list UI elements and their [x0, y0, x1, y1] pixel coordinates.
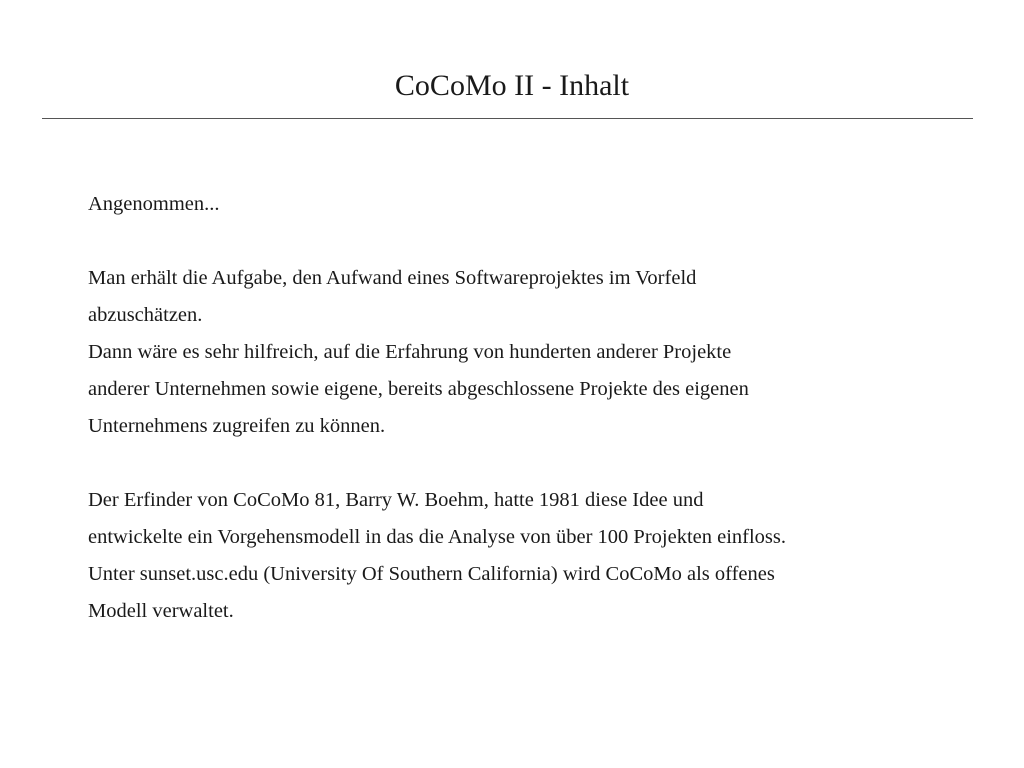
slide-body	[88, 186, 948, 630]
text-line: entwickelte ein Vorgehensmodell in das die Analyse von über 100 Projekten einfloss.	[88, 526, 787, 548]
text-line: abzuschätzen.	[88, 304, 203, 326]
paragraph-gap	[88, 445, 948, 482]
text-line: Dann wäre es sehr hilfreich, auf die Erfahrung von hunderten anderer Projekte	[88, 341, 732, 363]
text-line: Der Erfinder von CoCoMo 81, Barry W. Boehm, hatte 1981 diese Idee und	[88, 489, 704, 511]
slide-title: CoCoMo II - Inhalt	[394, 69, 630, 102]
text-line: Modell verwaltet.	[88, 600, 234, 622]
text-line: Man erhält die Aufgabe, den Aufwand eines Softwareprojektes im Vorfeld	[88, 267, 697, 289]
title-divider	[42, 118, 973, 119]
text-line: Unter sunset.usc.edu (University Of Southern California) wird CoCoMo als offenes	[88, 563, 775, 585]
paragraph-history	[88, 482, 948, 630]
paragraph-intro	[88, 186, 948, 223]
text-line: Unternehmens zugreifen zu können.	[88, 415, 386, 437]
paragraph-gap	[88, 223, 948, 260]
paragraph-task	[88, 260, 948, 445]
text-line: anderer Unternehmen sowie eigene, bereits abgeschlossene Projekte des eigenen	[88, 378, 749, 400]
text-line: Angenommen...	[88, 193, 220, 215]
